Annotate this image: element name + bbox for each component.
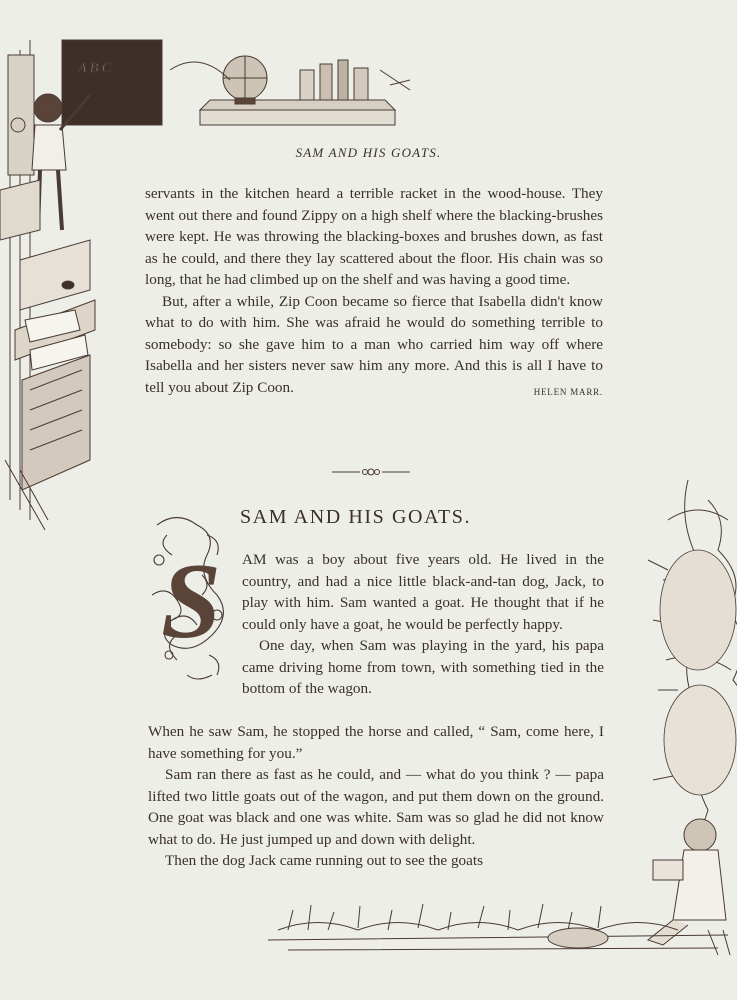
story-paragraph-2-end: When he saw Sam, he stopped the horse and called, “ Sam, come here, I have something for you.”: [148, 723, 604, 762]
story-paragraph-2-start: One day, when Sam was playing in the yard, his papa came driving home from town, with something tied in the bottom of the wagon.: [242, 637, 604, 697]
first-story-text: [145, 183, 603, 403]
running-head: SAM AND HIS GOATS.: [295, 145, 442, 160]
drop-cap-letter: S: [161, 542, 222, 661]
first-story-paragraph-2-text: But, after a while, Zip Coon became so fierce that Isabella didn't know what to do with him. She was afraid he would do something terrible to somebody: so she gave him to a man who carried him way off where Isabella and her sisters never saw him any more. And this is all I have to tell you about Zip Coon.: [145, 292, 603, 396]
story-paragraph-1: AM was a boy about five years old. He lived in the country, and had a nice little black-and-tan dog, Jack, to play with him. Sam wanted a goat. He thought that if he could only have a goat, he would be perfectly happy.: [242, 551, 604, 633]
story-paragraph-3: Sam ran there as fast as he could, and — what do you think ? — papa lifted two little goats out of the wagon, and put them down on the ground. One goat was black and one was white. Sam was so glad he did not know what to do. He just jumped up and down with delight.: [148, 766, 604, 848]
story-paragraph-4: Then the dog Jack came running out to see the goats: [165, 852, 484, 869]
story-indented-text: [242, 549, 604, 700]
first-story-paragraph-2: [145, 291, 603, 399]
author-signature: HELEN MARR.: [533, 386, 603, 397]
svg-text:A B C: A B C: [78, 61, 112, 76]
story-title: SAM AND HIS GOATS.: [240, 506, 472, 528]
first-story-paragraph-1: servants in the kitchen heard a terrible racket in the wood-house. They went out there and found Zippy on a high shelf where the blacking-brushes were kept. He was throwing the blacking-boxes and brushes down, as fast as he could, and there they lay scattered about the floor. His chain was so long, that he had climbed up on the shelf and was having a good time.: [145, 185, 603, 288]
divider-ornament: [330, 466, 412, 478]
tree-and-girl-illustration: [268, 460, 737, 980]
story-full-width-text: [148, 721, 604, 872]
drop-cap-s-illustration: [147, 515, 231, 691]
